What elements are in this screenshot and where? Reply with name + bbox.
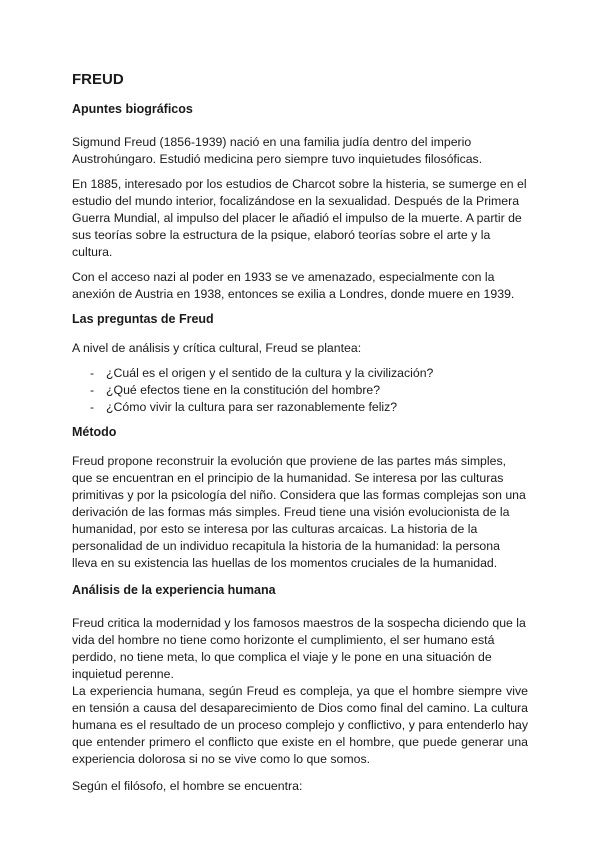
bio-paragraph-1: Sigmund Freud (1856-1939) nació en una familia judía dentro del imperio Austrohúngaro. Estudió medicina pero siempre tuvo inquietudes filosóficas. bbox=[72, 135, 483, 166]
question-text: ¿Cuál es el origen y el sentido de la cultura y la civilización? bbox=[106, 366, 434, 380]
dash-bullet: - bbox=[90, 366, 95, 380]
document-page bbox=[72, 70, 528, 803]
document-title: FREUD bbox=[72, 71, 124, 88]
questions-intro: A nivel de análisis y crítica cultural, Freud se plantea: bbox=[72, 341, 362, 355]
question-text: ¿Cómo vivir la cultura para ser razonablemente feliz? bbox=[106, 400, 398, 414]
list-item bbox=[72, 399, 528, 416]
analysis-paragraph-1: Freud critica la modernidad y los famosos maestros de la sospecha diciendo que la vida del hombre no tiene como horizonte el cumplimiento, el ser humano está perdido, no tiene meta, lo que complica el viaje y le pone en una situación de inquietud perenne. bbox=[72, 616, 526, 681]
heading-preguntas-de-freud: Las preguntas de Freud bbox=[72, 312, 214, 326]
analysis-paragraph-3: Según el filósofo, el hombre se encuentra: bbox=[72, 779, 303, 793]
analysis-paragraph-2: La experiencia humana, según Freud es compleja, ya que el hombre siempre vive en tensión a causa del desaparecimiento de Dios como final del camino. La cultura humana es el resultado de un proceso complejo y conflictivo, y para entenderlo hay que entender primero el conflicto que existe en el hombre, que puede generar una experiencia dolorosa si no se vive como lo que somos. bbox=[72, 684, 528, 766]
questions-list bbox=[72, 365, 528, 416]
question-text: ¿Qué efectos tiene en la constitución del hombre? bbox=[106, 383, 381, 397]
list-item bbox=[72, 382, 528, 399]
dash-bullet: - bbox=[90, 400, 95, 414]
heading-analisis-experiencia-humana: Análisis de la experiencia humana bbox=[72, 583, 276, 597]
bio-paragraph-2: En 1885, interesado por los estudios de Charcot sobre la histeria, se sumerge en el estudio del mundo interior, focalizándose en la sexualidad. Después de la Primera Guerra Mundial, al impulso del placer le añadió el impulso de la muerte. A partir de sus teorías sobre la estructura de la psique, elaboró teorías sobre el arte y la cultura. bbox=[72, 177, 527, 259]
method-paragraph: Freud propone reconstruir la evolución que proviene de las partes más simples, que se encuentran en el principio de la humanidad. Se interesa por las culturas primitivas y por la psicología del niño. Considera que las formas complejas son una derivación de las formas más simples. Freud tiene una visión evolucionista de la humanidad, por esto se interesa por las culturas arcaicas. La historia de la personalidad de un individuo recapitula la historia de la humanidad: la persona lleva en su existencia las huellas de los momentos cruciales de la humanidad. bbox=[72, 454, 526, 570]
list-item bbox=[72, 365, 528, 382]
bio-paragraph-3: Con el acceso nazi al poder en 1933 se ve amenazado, especialmente con la anexión de Austria en 1938, entonces se exilia a Londres, donde muere en 1939. bbox=[72, 270, 515, 301]
heading-apuntes-biograficos: Apuntes biográficos bbox=[72, 102, 193, 116]
dash-bullet: - bbox=[90, 383, 95, 397]
heading-metodo: Método bbox=[72, 425, 117, 439]
